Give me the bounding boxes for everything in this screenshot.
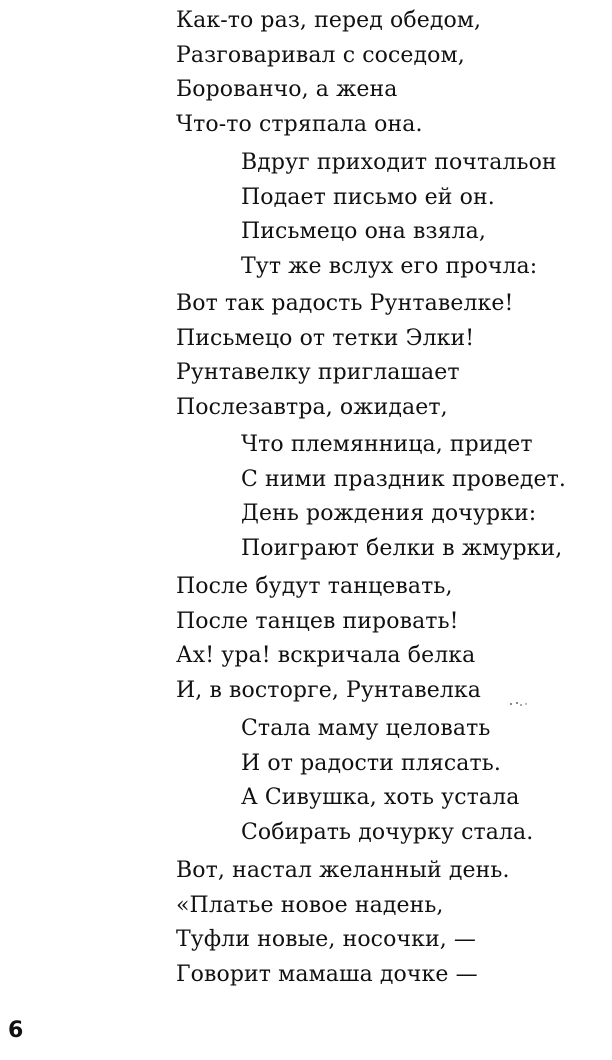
poem-line: С ними праздник проведет. [241, 466, 567, 492]
stanza-6 [241, 712, 533, 850]
poem-line: И от радости плясать. [241, 750, 501, 776]
poem-line: А Сивушка, хоть устала [241, 785, 520, 810]
poem-line: И, в восторге, Рунтавелка [176, 677, 481, 703]
poem-line: Вдруг приходит почтальон [241, 150, 557, 175]
poem-line: Туфли новые, носочки, — [176, 927, 476, 952]
stanza-2 [241, 146, 557, 284]
poem-line: Вот так радость Рунтавелке! [176, 291, 514, 316]
poem-line: Послезавтра, ожидает, [176, 394, 448, 420]
poem-line: Разговаривал с соседом, [176, 42, 465, 68]
stanza-4 [241, 428, 566, 566]
poem-line: Собирать дочурку стала. [241, 819, 534, 845]
poem-line: Подает письмо ей он. [241, 184, 495, 210]
poem-line: Стала маму целовать [241, 716, 491, 741]
poem-line: Что племянница, придет [241, 432, 533, 457]
stanza-3 [176, 287, 513, 425]
poem-line: Рунтавелку приглашает [176, 360, 460, 385]
poem-line: Вот, настал желанный день. [176, 858, 510, 883]
poem-line: Поиграют белки в жмурки, [241, 535, 563, 561]
poem-line: Письмецо от тетки Элки! [176, 325, 475, 351]
print-speck-marks [508, 700, 530, 708]
poem-line: Ах! ура! вскричала белка [176, 643, 476, 668]
stanza-7 [176, 854, 510, 992]
poem-line: «Платье новое надень, [176, 892, 444, 918]
poem-line: День рождения дочурки: [241, 501, 537, 526]
poem-line: После будут танцевать, [176, 574, 453, 599]
poem-line: Письмецо она взяла, [241, 219, 486, 244]
poem-line: Борованчо, а жена [176, 77, 398, 102]
poem-line: Тут же вслух его прочла: [241, 253, 538, 279]
poem-line: Как-то раз, перед обедом, [176, 8, 482, 33]
stanza-5 [176, 570, 481, 708]
poem-line: Говорит мамаша дочке — [176, 961, 478, 987]
stanza-1 [176, 4, 481, 142]
poem-line: После танцев пировать! [176, 608, 459, 634]
page-number: 6 [8, 1018, 24, 1043]
poem-line: Что-то стряпала она. [176, 111, 423, 137]
